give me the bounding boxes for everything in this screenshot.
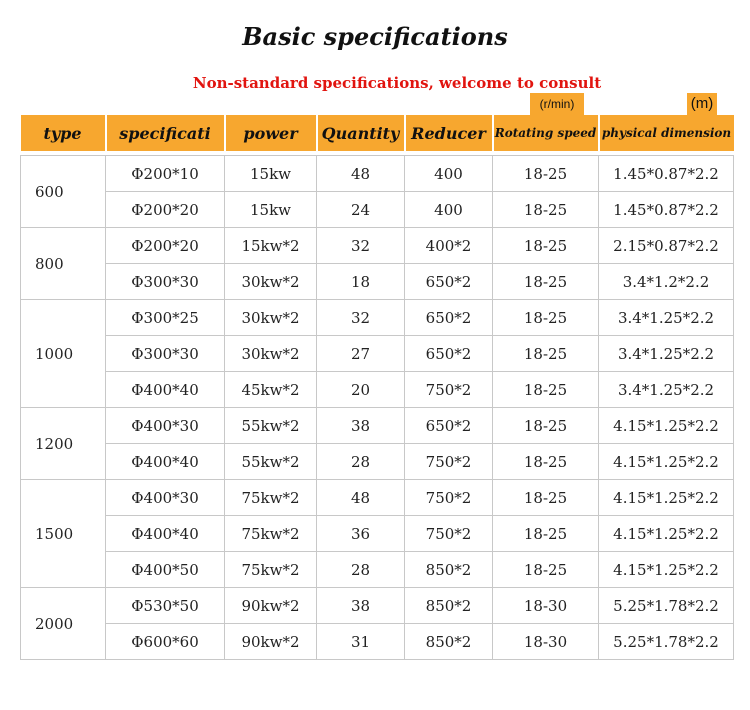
reducer-cell: 650*2 [405, 336, 493, 372]
reducer-cell: 400 [405, 192, 493, 228]
quantity-cell: 27 [317, 336, 405, 372]
dimension-unit-label: (m) [687, 93, 717, 115]
power-cell: 15kw*2 [225, 228, 317, 264]
dimension-cell: 1.45*0.87*2.2 [599, 156, 734, 192]
reducer-cell: 650*2 [405, 408, 493, 444]
spec-cell: Φ200*20 [106, 228, 225, 264]
quantity-cell: 32 [317, 300, 405, 336]
power-cell: 15kw [225, 192, 317, 228]
table-row [21, 516, 734, 552]
rotating-speed-cell: 18-25 [493, 156, 599, 192]
table-row [21, 480, 734, 516]
reducer-cell: 750*2 [405, 480, 493, 516]
dimension-cell: 4.15*1.25*2.2 [599, 444, 734, 480]
power-cell: 90kw*2 [225, 624, 317, 660]
quantity-cell: 32 [317, 228, 405, 264]
table-row [21, 228, 734, 264]
dimension-cell: 4.15*1.25*2.2 [599, 408, 734, 444]
rotating-speed-cell: 18-30 [493, 588, 599, 624]
specifications-table [20, 115, 734, 660]
table-row [21, 408, 734, 444]
dimension-cell: 3.4*1.25*2.2 [599, 372, 734, 408]
reducer-cell: 850*2 [405, 552, 493, 588]
spec-cell: Φ200*20 [106, 192, 225, 228]
reducer-cell: 400 [405, 156, 493, 192]
spec-cell: Φ530*50 [106, 588, 225, 624]
power-cell: 75kw*2 [225, 516, 317, 552]
table-row [21, 444, 734, 480]
spec-cell: Φ300*30 [106, 264, 225, 300]
reducer-cell: 650*2 [405, 300, 493, 336]
spec-cell: Φ400*40 [106, 516, 225, 552]
column-header-specification: specificati [106, 115, 225, 152]
rotating-speed-unit-label: (r/min) [530, 93, 584, 115]
rotating-speed-cell: 18-25 [493, 228, 599, 264]
table-body [21, 156, 734, 660]
rotating-speed-cell: 18-25 [493, 336, 599, 372]
spec-cell: Φ300*25 [106, 300, 225, 336]
power-cell: 75kw*2 [225, 480, 317, 516]
power-cell: 55kw*2 [225, 444, 317, 480]
reducer-cell: 750*2 [405, 372, 493, 408]
spec-cell: Φ400*50 [106, 552, 225, 588]
dimension-cell: 3.4*1.2*2.2 [599, 264, 734, 300]
quantity-cell: 24 [317, 192, 405, 228]
rotating-speed-cell: 18-25 [493, 444, 599, 480]
dimension-cell: 5.25*1.78*2.2 [599, 588, 734, 624]
quantity-cell: 48 [317, 480, 405, 516]
table-row [21, 552, 734, 588]
type-cell: 2000 [21, 588, 106, 660]
dimension-cell: 1.45*0.87*2.2 [599, 192, 734, 228]
reducer-cell: 750*2 [405, 516, 493, 552]
type-cell: 1000 [21, 300, 106, 408]
quantity-cell: 28 [317, 444, 405, 480]
type-cell: 600 [21, 156, 106, 228]
reducer-cell: 650*2 [405, 264, 493, 300]
dimension-cell: 4.15*1.25*2.2 [599, 516, 734, 552]
reducer-cell: 750*2 [405, 444, 493, 480]
quantity-cell: 20 [317, 372, 405, 408]
table-row [21, 300, 734, 336]
power-cell: 45kw*2 [225, 372, 317, 408]
column-header-reducer: Reducer [405, 115, 493, 152]
reducer-cell: 850*2 [405, 588, 493, 624]
type-cell: 800 [21, 228, 106, 300]
quantity-cell: 31 [317, 624, 405, 660]
table-row [21, 264, 734, 300]
page-title: Basic specifications [242, 22, 508, 51]
rotating-speed-cell: 18-25 [493, 480, 599, 516]
quantity-cell: 38 [317, 408, 405, 444]
quantity-cell: 48 [317, 156, 405, 192]
dimension-cell: 4.15*1.25*2.2 [599, 480, 734, 516]
column-header-physical-dimension: physical dimension [599, 115, 734, 152]
quantity-cell: 18 [317, 264, 405, 300]
spec-cell: Φ200*10 [106, 156, 225, 192]
spec-cell: Φ600*60 [106, 624, 225, 660]
spec-cell: Φ400*30 [106, 408, 225, 444]
column-header-power: power [225, 115, 317, 152]
power-cell: 15kw [225, 156, 317, 192]
rotating-speed-cell: 18-25 [493, 264, 599, 300]
rotating-speed-cell: 18-25 [493, 516, 599, 552]
dimension-cell: 4.15*1.25*2.2 [599, 552, 734, 588]
reducer-cell: 400*2 [405, 228, 493, 264]
type-cell: 1500 [21, 480, 106, 588]
quantity-cell: 38 [317, 588, 405, 624]
rotating-speed-cell: 18-30 [493, 624, 599, 660]
table-header-row [21, 115, 734, 152]
reducer-cell: 850*2 [405, 624, 493, 660]
consult-notice: Non-standard specifications, welcome to consult [192, 74, 602, 92]
rotating-speed-cell: 18-25 [493, 372, 599, 408]
power-cell: 90kw*2 [225, 588, 317, 624]
dimension-cell: 2.15*0.87*2.2 [599, 228, 734, 264]
column-header-type: type [21, 115, 106, 152]
rotating-speed-cell: 18-25 [493, 192, 599, 228]
power-cell: 30kw*2 [225, 300, 317, 336]
rotating-speed-cell: 18-25 [493, 408, 599, 444]
type-cell: 1200 [21, 408, 106, 480]
power-cell: 30kw*2 [225, 336, 317, 372]
table-row [21, 156, 734, 192]
power-cell: 55kw*2 [225, 408, 317, 444]
table-row [21, 372, 734, 408]
table-row [21, 588, 734, 624]
dimension-cell: 5.25*1.78*2.2 [599, 624, 734, 660]
spec-cell: Φ400*30 [106, 480, 225, 516]
quantity-cell: 28 [317, 552, 405, 588]
power-cell: 30kw*2 [225, 264, 317, 300]
table-row [21, 336, 734, 372]
quantity-cell: 36 [317, 516, 405, 552]
spec-cell: Φ300*30 [106, 336, 225, 372]
rotating-speed-cell: 18-25 [493, 300, 599, 336]
spec-cell: Φ400*40 [106, 444, 225, 480]
rotating-speed-cell: 18-25 [493, 552, 599, 588]
table-row [21, 624, 734, 660]
column-header-rotating-speed: Rotating speed [493, 115, 599, 152]
spec-cell: Φ400*40 [106, 372, 225, 408]
dimension-cell: 3.4*1.25*2.2 [599, 300, 734, 336]
column-header-quantity: Quantity [317, 115, 405, 152]
power-cell: 75kw*2 [225, 552, 317, 588]
table-row [21, 192, 734, 228]
dimension-cell: 3.4*1.25*2.2 [599, 336, 734, 372]
